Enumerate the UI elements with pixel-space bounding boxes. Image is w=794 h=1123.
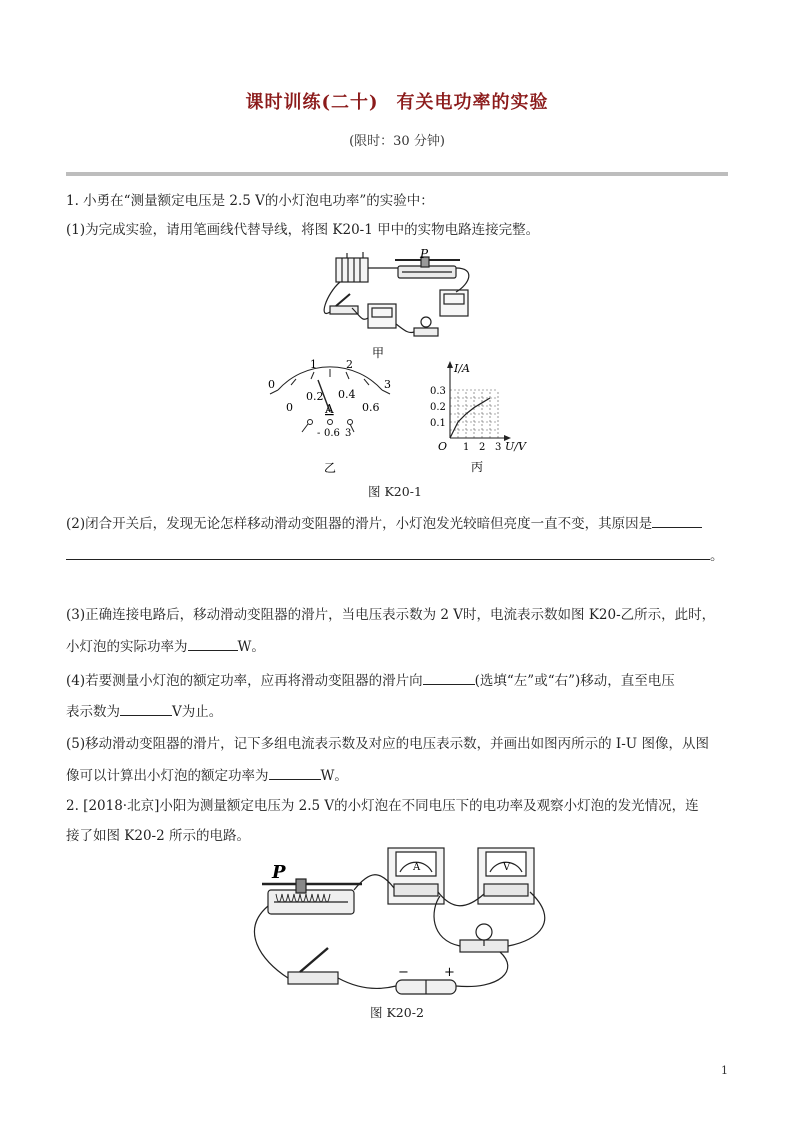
voltmeter-symbol-k20-2: V [503,862,511,873]
q1-stem: 1. 小勇在“测量额定电压是 2.5 V的小灯泡电功率”的实验中： [66,193,434,209]
graph-x-tick-1: 2 [479,442,486,453]
yi-terminal-minus: - [317,428,321,439]
q1-part1: (1)为完成实验，请用笔画线代替导线，将图 K20-1 甲中的实物电路连接完整。 [66,222,540,238]
yi-bottom-tick-1: 0.2 [306,390,324,403]
q1-part4-unit: V为止。 [172,704,223,720]
yi-terminal-0-6: 0.6 [324,428,340,439]
label-jia: 甲 [372,346,385,360]
label-yi: 乙 [324,461,337,475]
ammeter-symbol-k20-2: A [413,862,421,873]
time-limit: (限时：30 分钟) [349,134,445,149]
yi-bottom-tick-3: 0.6 [362,401,380,414]
q1-part2-text: (2)闭合开关后，发现无论怎样移动滑动变阻器的滑片，小灯泡发光较暗但亮度一直不变，其原因是 [66,516,653,532]
yi-ammeter-symbol: A [325,402,334,416]
figure-k20-2-caption: 图 K20-2 [370,1005,424,1020]
q1-part3-prefix: 小灯泡的实际功率为 [66,639,188,655]
q1-part3-unit: W。 [237,639,265,655]
slider-label-jia: P [420,247,429,261]
graph-origin: O [438,440,448,453]
battery-minus-k20-2: − [398,965,409,980]
graph-x-tick-0: 1 [463,442,470,453]
q1-part4-prefix-b: 表示数为 [66,704,120,720]
yi-bottom-tick-0: 0 [286,401,293,414]
figure-k20-1-caption: 图 K20-1 [368,484,422,499]
slider-label-k20-2: P [272,862,286,883]
q1-part5-line1: (5)移动滑动变阻器的滑片，记下多组电流表示数及对应的电压表示数，并画出如图丙所示的 I-U 图像，从图 [66,736,709,752]
q2-stem-line2: 接了如图 K20-2 所示的电路。 [66,828,250,844]
voltmeter-k20-2 [478,848,534,904]
q1-part5-unit: W。 [320,768,348,784]
yi-top-tick-0: 0 [268,378,275,391]
q1-part4-suffix: (选填“左”或“右”)移动，直至电压 [474,673,675,689]
switch-k20-2 [288,948,338,984]
yi-top-tick-1: 1 [310,358,317,371]
graph-y-tick-1: 0.2 [430,402,446,413]
graph-x-tick-2: 3 [495,442,502,453]
yi-top-tick-2: 2 [346,358,353,371]
page-number: 1 [721,1064,728,1077]
yi-top-tick-3: 3 [384,378,391,391]
title-main: 课时训练(二十) [245,92,379,113]
graph-y-tick-2: 0.1 [430,418,446,429]
graph-x-axis-label: U/V [505,440,526,453]
ammeter-k20-2 [388,848,444,904]
title-topic: 有关电功率的实验 [396,92,549,113]
label-bing: 丙 [471,460,484,474]
lamp-k20-2 [460,924,508,952]
q1-part5-prefix: 像可以计算出小灯泡的额定功率为 [66,768,269,784]
q2-stem-line1: 2. [2018·北京]小阳为测量额定电压为 2.5 V的小灯泡在不同电压下的电功率及观察小灯泡的发光情况，连 [66,798,699,814]
yi-terminal-3: 3 [345,428,352,439]
q1-part2-end: 。 [710,548,724,564]
rheostat-k20-2 [262,879,362,914]
yi-bottom-tick-2: 0.4 [338,388,356,401]
q1-part4-prefix: (4)若要测量小灯泡的额定功率，应再将滑动变阻器的滑片向 [66,673,423,689]
battery-plus-k20-2: + [444,965,455,980]
battery-k20-2 [396,980,456,994]
graph-y-tick-0: 0.3 [430,386,446,397]
graph-y-axis-label: I/A [454,362,470,375]
q1-part3-line1: (3)正确连接电路后，移动滑动变阻器的滑片，当电压表示数为 2 V时，电流表示数如图 K20-乙所示，此时， [66,607,716,623]
